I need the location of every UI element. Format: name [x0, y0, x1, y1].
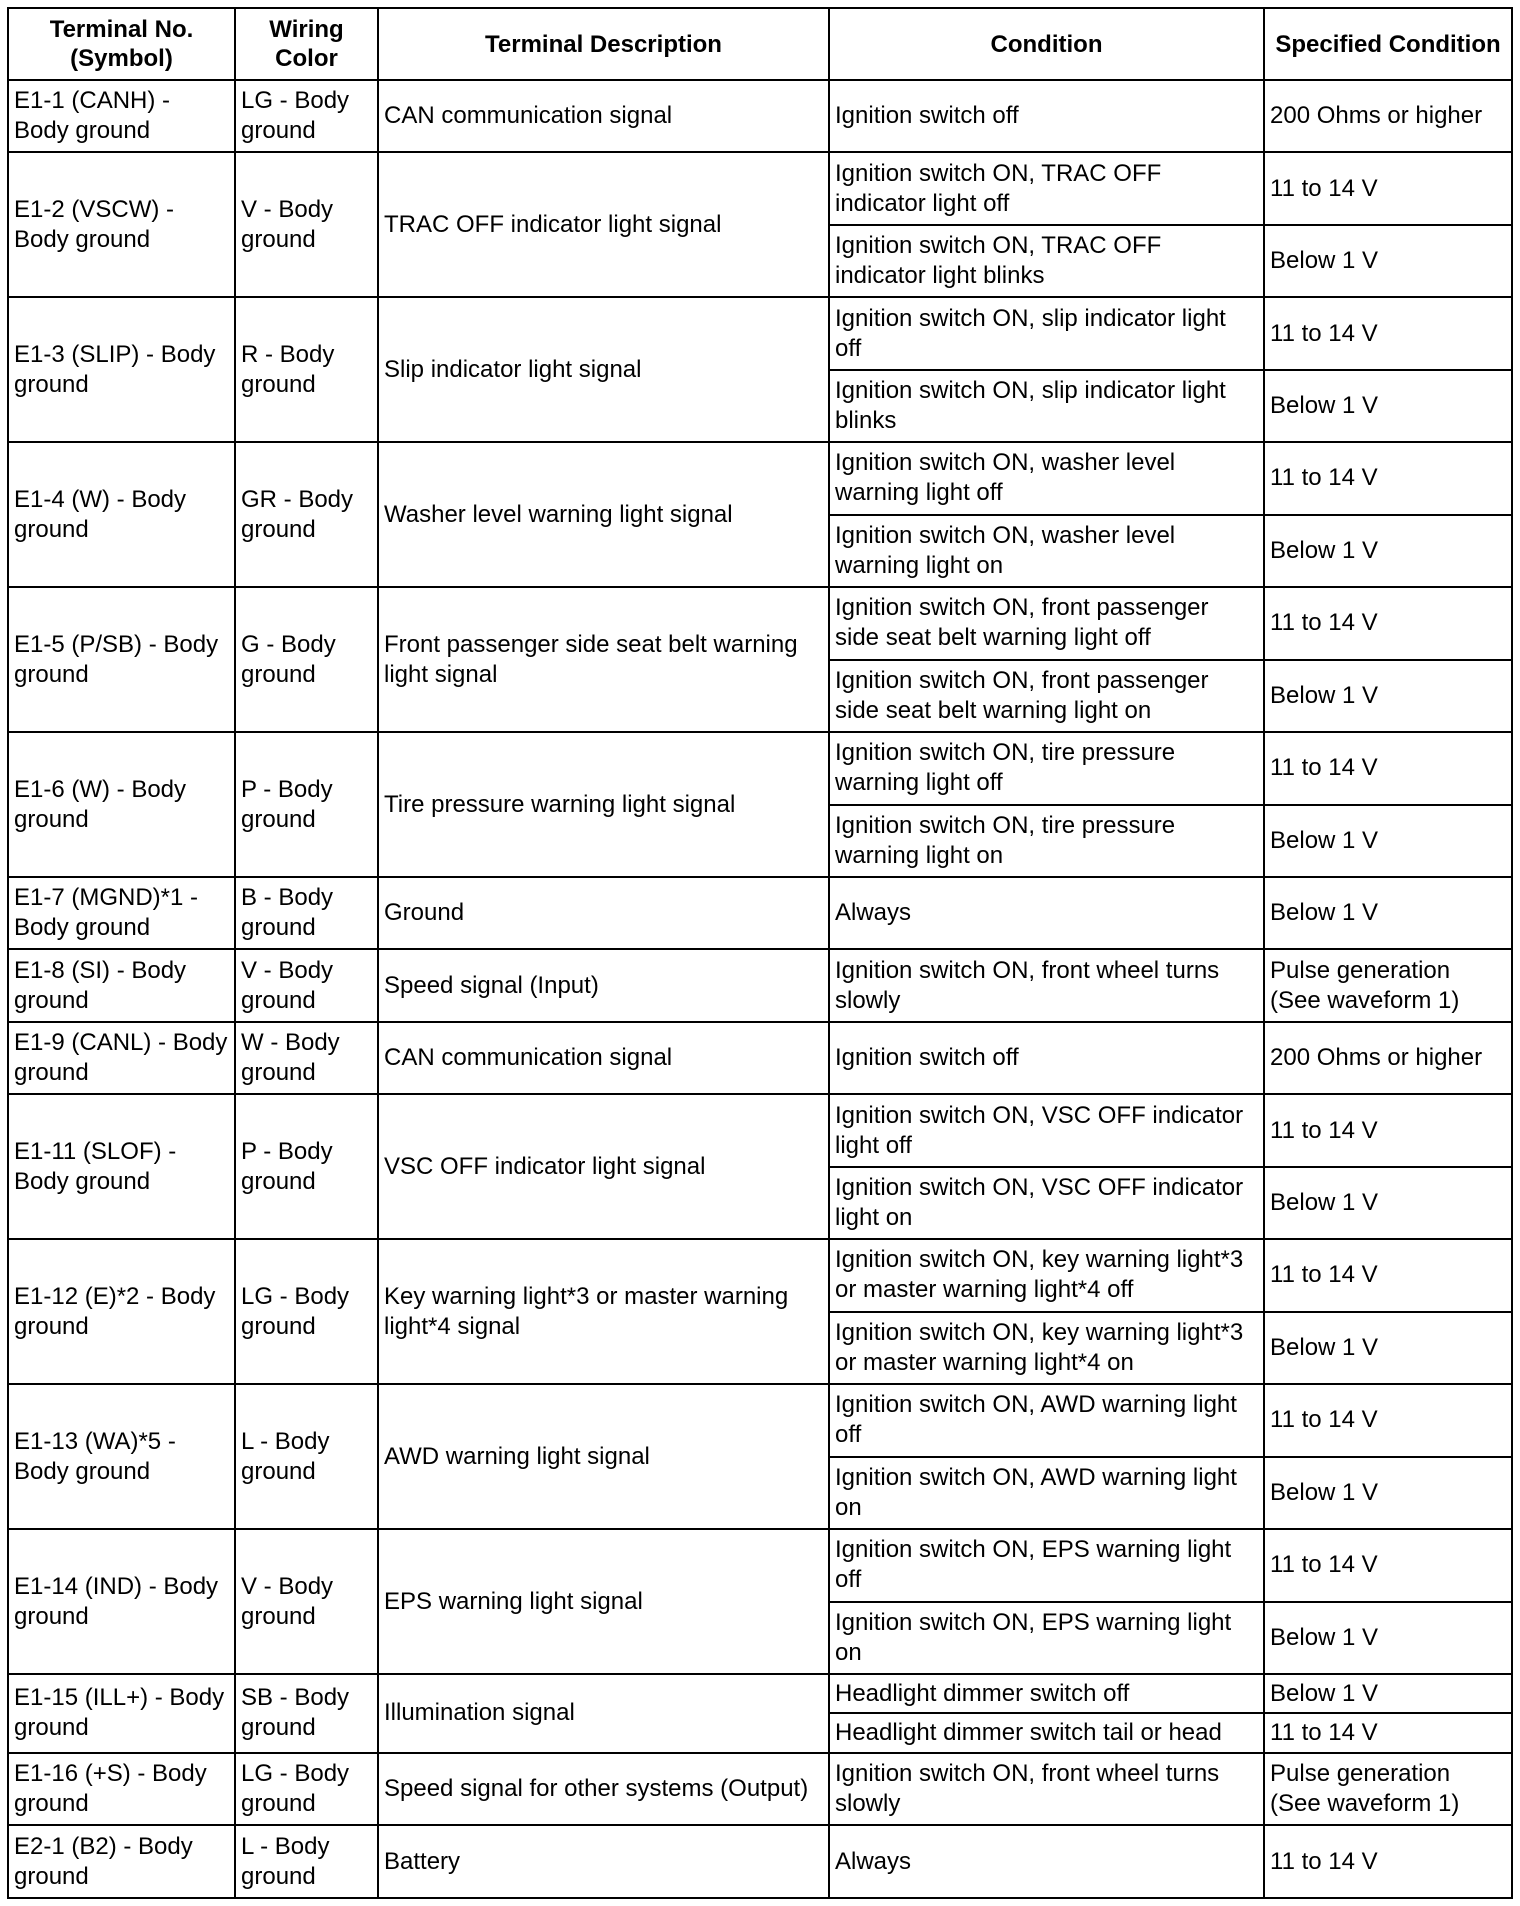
terminal-cell: E2-1 (B2) - Body ground [8, 1825, 235, 1898]
condition-cell: Headlight dimmer switch off [829, 1674, 1264, 1714]
header-specified-condition: Specified Condition [1264, 8, 1512, 80]
wiring-color-cell: LG - Body ground [235, 1239, 378, 1384]
condition-cell: Always [829, 1825, 1264, 1898]
terminal-cell: E1-11 (SLOF) - Body ground [8, 1094, 235, 1239]
wiring-color-cell: V - Body ground [235, 949, 378, 1021]
wiring-color-cell: W - Body ground [235, 1022, 378, 1094]
condition-cell: Ignition switch ON, EPS warning light off [829, 1529, 1264, 1601]
specified-condition-cell: Below 1 V [1264, 660, 1512, 732]
table-row [8, 152, 1512, 224]
header-condition: Condition [829, 8, 1264, 80]
terminal-description-cell: Illumination signal [378, 1674, 829, 1753]
specified-condition-cell: 11 to 14 V [1264, 152, 1512, 224]
specified-condition-cell: Pulse generation (See waveform 1) [1264, 949, 1512, 1021]
specified-condition-cell: 11 to 14 V [1264, 1094, 1512, 1166]
table-row [8, 1529, 1512, 1601]
specified-condition-cell: 11 to 14 V [1264, 1825, 1512, 1898]
specified-condition-cell: Pulse generation (See waveform 1) [1264, 1753, 1512, 1825]
table-row [8, 1239, 1512, 1311]
wiring-color-cell: V - Body ground [235, 152, 378, 297]
terminal-description-cell: TRAC OFF indicator light signal [378, 152, 829, 297]
terminal-cell: E1-3 (SLIP) - Body ground [8, 297, 235, 442]
table-row [8, 877, 1512, 949]
table-row [8, 732, 1512, 804]
terminal-description-cell: CAN communication signal [378, 1022, 829, 1094]
specified-condition-cell: 200 Ohms or higher [1264, 80, 1512, 152]
terminal-table [7, 7, 1513, 1899]
condition-cell: Ignition switch ON, AWD warning light off [829, 1384, 1264, 1456]
terminal-cell: E1-15 (ILL+) - Body ground [8, 1674, 235, 1753]
table-row [8, 949, 1512, 1021]
table-row [8, 1825, 1512, 1898]
table-row [8, 587, 1512, 659]
condition-cell: Ignition switch ON, tire pressure warning light on [829, 805, 1264, 877]
wiring-color-cell: L - Body ground [235, 1384, 378, 1529]
terminal-description-cell: EPS warning light signal [378, 1529, 829, 1674]
table-row [8, 442, 1512, 514]
terminal-description-cell: Front passenger side seat belt warning light signal [378, 587, 829, 732]
table-row [8, 1094, 1512, 1166]
header-wiring-color: Wiring Color [235, 8, 378, 80]
condition-cell: Ignition switch off [829, 1022, 1264, 1094]
condition-cell: Ignition switch ON, TRAC OFF indicator light blinks [829, 225, 1264, 297]
condition-cell: Ignition switch ON, EPS warning light on [829, 1602, 1264, 1674]
condition-cell: Ignition switch ON, front wheel turns slowly [829, 1753, 1264, 1825]
specified-condition-cell: Below 1 V [1264, 370, 1512, 442]
condition-cell: Ignition switch ON, key warning light*3 or master warning light*4 on [829, 1312, 1264, 1384]
wiring-color-cell: P - Body ground [235, 1094, 378, 1239]
condition-cell: Ignition switch ON, VSC OFF indicator light on [829, 1167, 1264, 1239]
wiring-color-cell: R - Body ground [235, 297, 378, 442]
table-header-row [8, 8, 1512, 80]
condition-cell: Ignition switch ON, slip indicator light blinks [829, 370, 1264, 442]
condition-cell: Ignition switch ON, front passenger side seat belt warning light on [829, 660, 1264, 732]
specified-condition-cell: Below 1 V [1264, 515, 1512, 587]
condition-cell: Ignition switch ON, washer level warning light on [829, 515, 1264, 587]
condition-cell: Ignition switch ON, AWD warning light on [829, 1457, 1264, 1529]
condition-cell: Ignition switch off [829, 80, 1264, 152]
condition-cell: Always [829, 877, 1264, 949]
terminal-cell: E1-9 (CANL) - Body ground [8, 1022, 235, 1094]
terminal-cell: E1-14 (IND) - Body ground [8, 1529, 235, 1674]
specified-condition-cell: 200 Ohms or higher [1264, 1022, 1512, 1094]
terminal-description-cell: CAN communication signal [378, 80, 829, 152]
wiring-color-cell: SB - Body ground [235, 1674, 378, 1753]
terminal-cell: E1-1 (CANH) - Body ground [8, 80, 235, 152]
table-row [8, 297, 1512, 369]
wiring-color-cell: LG - Body ground [235, 1753, 378, 1825]
terminal-cell: E1-5 (P/SB) - Body ground [8, 587, 235, 732]
specified-condition-cell: Below 1 V [1264, 1602, 1512, 1674]
terminal-description-cell: AWD warning light signal [378, 1384, 829, 1529]
table-row [8, 1674, 1512, 1714]
wiring-color-cell: P - Body ground [235, 732, 378, 877]
terminal-cell: E1-12 (E)*2 - Body ground [8, 1239, 235, 1384]
table-row [8, 80, 1512, 152]
terminal-cell: E1-6 (W) - Body ground [8, 732, 235, 877]
condition-cell: Ignition switch ON, front passenger side seat belt warning light off [829, 587, 1264, 659]
terminal-description-cell: Key warning light*3 or master warning light*4 signal [378, 1239, 829, 1384]
table-body [8, 80, 1512, 1898]
terminal-description-cell: Tire pressure warning light signal [378, 732, 829, 877]
condition-cell: Ignition switch ON, tire pressure warning light off [829, 732, 1264, 804]
terminal-cell: E1-13 (WA)*5 - Body ground [8, 1384, 235, 1529]
terminal-description-cell: Speed signal (Input) [378, 949, 829, 1021]
terminal-cell: E1-8 (SI) - Body ground [8, 949, 235, 1021]
wiring-color-cell: L - Body ground [235, 1825, 378, 1898]
table-row [8, 1753, 1512, 1825]
terminal-cell: E1-2 (VSCW) - Body ground [8, 152, 235, 297]
wiring-color-cell: V - Body ground [235, 1529, 378, 1674]
terminal-description-cell: VSC OFF indicator light signal [378, 1094, 829, 1239]
specified-condition-cell: Below 1 V [1264, 1674, 1512, 1714]
terminal-cell: E1-16 (+S) - Body ground [8, 1753, 235, 1825]
table-row [8, 1022, 1512, 1094]
specified-condition-cell: Below 1 V [1264, 1312, 1512, 1384]
wiring-color-cell: GR - Body ground [235, 442, 378, 587]
header-terminal: Terminal No. (Symbol) [8, 8, 235, 80]
condition-cell: Headlight dimmer switch tail or head [829, 1713, 1264, 1753]
specified-condition-cell: Below 1 V [1264, 805, 1512, 877]
specified-condition-cell: 11 to 14 V [1264, 1529, 1512, 1601]
header-terminal-description: Terminal Description [378, 8, 829, 80]
specified-condition-cell: 11 to 14 V [1264, 1239, 1512, 1311]
specified-condition-cell: 11 to 14 V [1264, 442, 1512, 514]
terminal-description-cell: Washer level warning light signal [378, 442, 829, 587]
specified-condition-cell: 11 to 14 V [1264, 732, 1512, 804]
specified-condition-cell: 11 to 14 V [1264, 1384, 1512, 1456]
terminal-description-cell: Slip indicator light signal [378, 297, 829, 442]
wiring-color-cell: G - Body ground [235, 587, 378, 732]
terminal-description-cell: Speed signal for other systems (Output) [378, 1753, 829, 1825]
wiring-color-cell: LG - Body ground [235, 80, 378, 152]
table-row [8, 1384, 1512, 1456]
specified-condition-cell: 11 to 14 V [1264, 1713, 1512, 1753]
specified-condition-cell: Below 1 V [1264, 1457, 1512, 1529]
condition-cell: Ignition switch ON, front wheel turns slowly [829, 949, 1264, 1021]
specified-condition-cell: Below 1 V [1264, 877, 1512, 949]
specified-condition-cell: 11 to 14 V [1264, 297, 1512, 369]
terminal-description-cell: Ground [378, 877, 829, 949]
condition-cell: Ignition switch ON, VSC OFF indicator light off [829, 1094, 1264, 1166]
specified-condition-cell: Below 1 V [1264, 225, 1512, 297]
specified-condition-cell: Below 1 V [1264, 1167, 1512, 1239]
condition-cell: Ignition switch ON, slip indicator light off [829, 297, 1264, 369]
terminal-description-cell: Battery [378, 1825, 829, 1898]
condition-cell: Ignition switch ON, key warning light*3 or master warning light*4 off [829, 1239, 1264, 1311]
wiring-color-cell: B - Body ground [235, 877, 378, 949]
condition-cell: Ignition switch ON, TRAC OFF indicator light off [829, 152, 1264, 224]
terminal-cell: E1-4 (W) - Body ground [8, 442, 235, 587]
condition-cell: Ignition switch ON, washer level warning light off [829, 442, 1264, 514]
specified-condition-cell: 11 to 14 V [1264, 587, 1512, 659]
terminal-cell: E1-7 (MGND)*1 - Body ground [8, 877, 235, 949]
